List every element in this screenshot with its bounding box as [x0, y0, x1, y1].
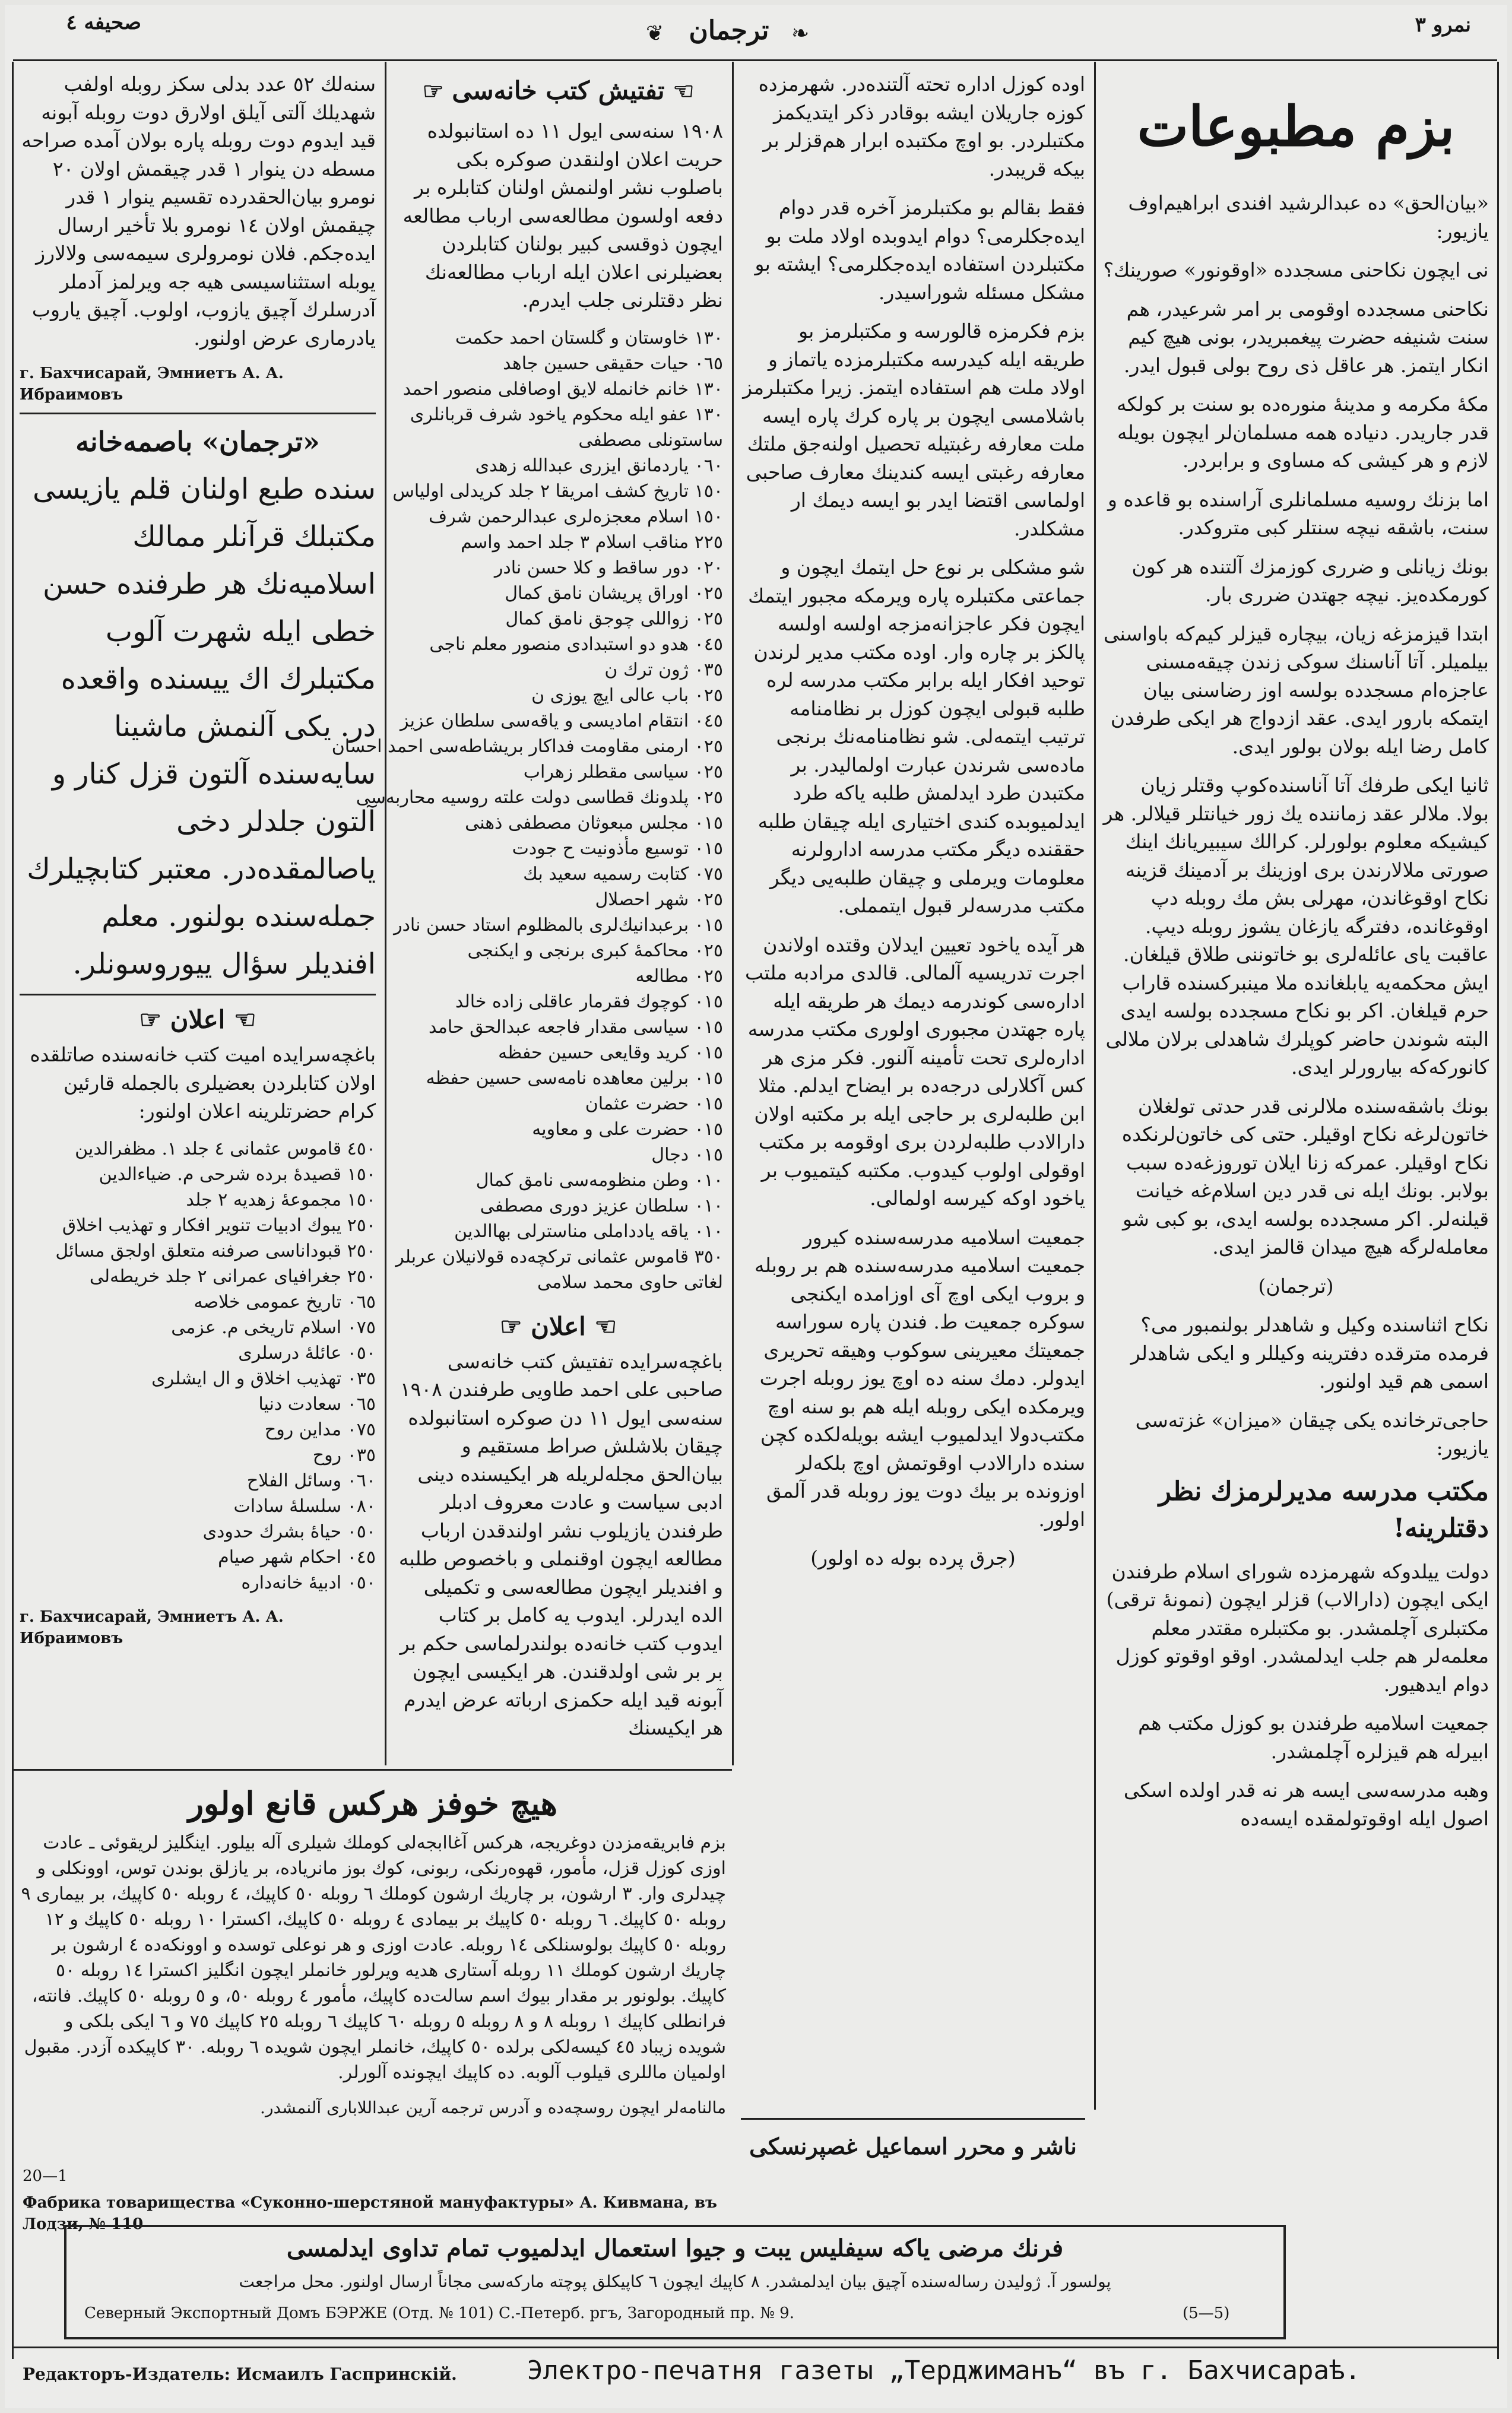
paragraph: بزم فكرمزه قالورسه و مكتبلرمز بو طريقه ايله كيدرسه مكتبلرمزده ياتماز و اولاد ملت هم استفاده ايتمز. زيرا مكتبلرمز باشلامسى ايچون بر پاره كرك پاره ايسه ملت معارفه رغبتيله تحصيل اولنه‌جق ملتك معارفه رغبتى ايسه كندينك معارف صاحبى اولماسى اقتضا ايدر بو ايسه ديمك ار مشكلدر. [743, 319, 1085, 540]
list-item: ١٥٠ اسلام معجزه‌لرى عبدالرحمن شرف [428, 506, 723, 527]
list-item: ٠١٥ سياسى مقدار فاجعه عبدالحق حامد [429, 1016, 723, 1038]
publisher-signature: ناشر و محرر اسماعيل غصپرنسكى [749, 2133, 1077, 2160]
paragraph: وهبه مدرسه‌سى ايسه هر نه قدر اولده اسكى اصول ايله اوقوتولمقده ايسه‌ده [1123, 1778, 1489, 1830]
paragraph: دولت ييلدوكه شهرمزده شوراى اسلام طرفندن ايكى ايچون (دارالاب) قزلر ايچون (نمونۀ ترقى) مكتبلرى آچلمشدر. بو مكتبلره مقتدر معلم معلمه‌لر هم جلب ايدلمشدر. اوقو اوقوتو كوزل دوام ايدهيور. [1106, 1559, 1489, 1696]
list-item: ٠١٥ برلين معاهده نامه‌سى حسين حفظه [426, 1067, 723, 1089]
list-item: ٠١٥ حضرت على و معاويه [532, 1118, 723, 1140]
list-item: ٠٥٠ ادبيۀ خانه‌داره [241, 1572, 376, 1593]
list-item: ٠٧٥ كتابت رسميه سعيد بك [523, 863, 723, 884]
list-item: ٠٣٥ ژون ترك ن [604, 659, 723, 680]
masthead-ornament-right: ❧ [791, 21, 810, 46]
list-item: ٠٢٥ محاكمۀ كبرى برنجى و ايكنجى [467, 940, 723, 961]
list-item: ساستونلى مصطفى [578, 429, 723, 451]
list-item: ١٣٠ خانم خانمله لايق اوصافلى منصور احمد [402, 378, 723, 399]
list-item: ٠١٥ توسيع مأذونيت ح جودت [512, 838, 723, 859]
list-item: ٠٦٥ حيات حقيقى حسين جاهد [503, 353, 723, 374]
hand-pointer-icon: ☜ [585, 1311, 617, 1341]
column-right [1103, 70, 1489, 2338]
list-item: ٠٣٥ روح [312, 1444, 376, 1466]
list-item: ٠٥٠ حياۀ بشرك حدودى [202, 1521, 376, 1542]
list-item: ٠٤٥ هدو دو استبدادى منصور معلم ناجى [429, 633, 723, 655]
masthead [5, 5, 1507, 64]
note: (جرق پرده بوله ده اولور) [810, 1546, 1016, 1569]
bottom-ad-code: 20—1 [23, 2167, 68, 2185]
paragraph: اوده كوزل اداره تحته آلتنده‌در. شهرمزده كوزه جاريلان ايشه بوقادر ذكر ايتديكمز مكتبلردر. بو اوچ مكتبده ابرار هم‌قزلر بر بيكه قريبدر. [758, 72, 1085, 180]
paragraph: مكۀ مكرمه و مدينۀ منوره‌ده بو سنت بر كولكه قدر جاريدر. دنيا‌ده همه مسلمان‌لر ايچون بويله لازم و هر كيشى كه مساوى و برابردر. [1116, 392, 1489, 472]
section-heading-bazm-matbuat: بزم مطبوعات [1137, 94, 1455, 158]
paragraph: بونك باشقه‌سنده ملالرنى قدر حدتى تولغلان خاتون‌لرغه نكاح اوقيلر. حتى كى خاتون‌لرنكده نكاح اوقيلر. عمركه زنا ايلان توروزغه‌ده سبب بولابر. بونك ايله نى قدر دين اسلام‌غه خيانت قيلنه‌لر. اكر مسجدده بولسه ايدى، بو كبى شو معامله‌لرگه هيچ ميدان قالمز ايدى. [1121, 1094, 1489, 1258]
list-item: ٠٢٥ زواللى چوجق نامق كمال [505, 608, 723, 629]
list-item: ١٥٠ قصيدۀ برده شرحى م. ضياءالدين [99, 1163, 376, 1185]
column-rule-2 [732, 62, 734, 1765]
paragraph: فقط بقالم بو مكتبلرمز آخره قدر دوام ايده‌جكلرمى؟ دوام ايدوبده اولاد ملت بو مكتبلردن استفاده ايده‌جكلرمى؟ ايشته بو مشكل مسئله شوراسيدر. [755, 196, 1085, 304]
list-item: ٠٦٥ سعادت دنيا [258, 1393, 376, 1415]
hand-pointer-icon: ☜ [225, 1005, 256, 1034]
bottom-ad-heading: هيچ خوفز هركس قانع اولور [188, 1784, 558, 1822]
list-item: ١٣٠ خاوستان و گلستان احمد حكمت [455, 327, 723, 348]
paragraph: بزم فابريقه‌مزدن دوغريجه، هركس آغا‌ابجه‌لى كوملك شيلرى آله بيلور. اينگليز لريقوئى ـ عادت اوزى كوزل قزل، مأمور، قهوه‌رنكى، ربونى، كوك بوز مانرياده، بر يازلق بوندن توس، اوونكلى و چيدلرى وار. ٣ ارشون، بر چاريك ارشون كوملك ٦ روبله ٥٠ كاپيك، ٤ روبله ٥٠ كاپيك، بر بيمارى ٩ روبله ٥٠ كاپيك. ٦ روبله ٥٠ كاپيك بر بيمادى ٤ روبله ٥٠ كاپيك، اكسترا ١٠ روبله ٥٠ كاپيك و ١٢ روبله ٥٠ كاپيك بولوسنلكى ١٤ روبله. عادت اوزى و هر نوعلى توسده و اوونكه‌ده ٤ ارشون بر چاريك ارشون كوملك ١١ روبله آستارى هديه ويرلور خانملر ايچون انگليز اكسترا ١٤ روبله ٥٠ كاپيك. بولونور بر مقدار بيوك اسم سالت‌ده كاپيك، مأمور ٤ روبله ٥٠، و ٥ روبله ٥٠ كاپيك. فانته، فرانطلى كاپيك ١ روبله ٨ و ٨ روبله ٥ روبله ٦٠ كاپيك ٦ روبله ٢٥ كاپيك ٧٥ و ٦ ايكى بلكى و شويده زيباد ٤٥ كيسه‌لكى برلده ٥٠ كاپيك، خانملر ايچون شويده ٦ روبله. ٣٠ كاپيكده آزدر. مقبول اولميان ماللرى قيلوب آلوبه. ده كاپيك ايچونده آلورلر. [21, 1832, 726, 2083]
paragraph: جمعيت اسلاميه طرفندن بو كوزل مكتب هم ابيرله هم قيزلره آچلمشدر. [1138, 1711, 1489, 1763]
hand-pointer-icon: ☞ [139, 1005, 170, 1034]
paragraph: بونك زيانلى و ضررى كوزمزك آلتنده هر كون كورمكده‌يز. نيچه جهتدن ضررى بار. [1131, 554, 1489, 606]
list-item: ٠٦٠ وسائل الفلاح [246, 1470, 376, 1491]
list-item: ٠٢٥ ارمنى مقاومت فداكار بريشاطه‌سى احمد احسان [331, 735, 723, 757]
list-item: ٠١٠ سلطان عزيز دورى مصطفى [480, 1195, 723, 1216]
list-item: ٠٨٠ سلسلۀ سادات [233, 1495, 376, 1517]
paragraph: نكاحنى مسجدده اوقومى بر امر شرعيدر، هم سنت شنيفه حضرت پيغمبريدر، بونى هيچ كيم انكار ايتمز. هر عاقل ذى روح بولى قبول ايدر. [1123, 297, 1489, 377]
list-item: ١٣٠ عفو ايله محكوم ياخود شرف قربانلرى [410, 404, 723, 425]
bottom-box-address: Северный Экспортный Домъ БЭРЖЕ (Отд. № 101) С.-Петерб. ргъ, Загородный пр. № 9. [84, 2304, 794, 2322]
address-line: г. Бахчисарай, Эмниетъ А. А. Ибраимовъ [20, 1607, 284, 1647]
paragraph: حاجى‌ترخانده يكى چيقان «ميزان» غزته‌سى يازيور: [1135, 1408, 1489, 1460]
list-item: ٢٥٠ جغرافياى عمرانى ٢ جلد خريطه‌لى [89, 1266, 376, 1287]
heading-text: اعلان [170, 1005, 226, 1034]
column-rule-left-edge [12, 62, 14, 2359]
book-list [331, 325, 723, 1295]
list-item: ٠١٥ حضرت عثمان [585, 1093, 723, 1114]
paragraph: هر آيده ياخود تعيين ايدلان وقتده اولاندن اجرت تدريسيه آلمالى. قالدى مرادبه ملتب اداره‌سى كوندرمه ديمك هر طريقه ايله پاره جهتدن مجبورى اولورى مكتب مدرسه اداره‌لرى تحت تأمينه آلنور. فكر مزى هر كس آكلارلى درجه‌ده بر ايضاح ايدلم. مثلا ابن طلبه‌لرى بر حاجى ايله بر مكتبه اولان دارالادب طلبه‌لردن برى اوقومه بر مكتب اوقولى اولوب كيدوب. مكتبه كيتميوب بر ياخود اوكه كيرسه اولمالى. [744, 933, 1085, 1210]
newspaper-page [5, 5, 1507, 2408]
bottom-box-text: پولسور آ. ژوليدن رساله‌سنده آچيق بيان ايدلمشدر. ٨ كاپيك ايچون ٦ كاپيكلق پوچته ماركه‌سى مجاناً ارسال اولنور. محل مراجعت [239, 2272, 1111, 2291]
footer-printed: Электро-печатня газеты „Терджиманъ“ въ г. Бахчисараѣ. [527, 2355, 1361, 2386]
heading-text: اعلان [531, 1311, 586, 1341]
bottom-ad [20, 1777, 726, 2157]
column-rule-3 [1094, 62, 1096, 2110]
list-item: ٠١٥ دجال [651, 1144, 723, 1165]
masthead-ornament-left: ❦ [646, 21, 664, 46]
heading-text: تفتيش كتب خانه‌سى [452, 76, 665, 105]
list-item: ٠٢٥ اوراق پريشان نامق كمال [505, 582, 723, 604]
footer-editor: Редакторъ-Издатель: Исмаилъ Гаспринскiй. [23, 2364, 457, 2384]
list-item: ٢٢٥ مناقب اسلام ٣ جلد احمد واسم [461, 531, 723, 553]
paragraph: نكاح اثناسنده وكيل و شاهدلر بولنمبور مى؟ فرمده مترقده دفترينه وكيللر و ايكى شاهدلر اسمى هم قيد اولنور. [1130, 1313, 1489, 1393]
page-number-left: صحيفه ٤ [66, 11, 141, 34]
paragraph: شو مشكلى بر نوع حل ايتمك ايچون و جماعتى مكتبلره پاره ويرمكه مجبور ايتمك ايچون فكر عاجزانه‌مزجه اولسه اولسه پالكز بر چاره وار. اوده مكتب مدير لرندن توحيد افكار ايله برابر مكتب مدرسه لره طلبه قبولى ايچون كوزل بر نظامنامه ترتيب ايتمه‌لى. شو نظامنامه‌نك برنجى ماده‌سى شرندن عبارت اولماليدر. بر مكتبدن طرد ايدلمش طلبه ياكه طرد ايدلميوبده كندى اختيارى ايله چيقان طلبه حققنده ديگر مكتب مدرسه ادارولرنه معلومات ويرملى و چيقان طلبه‌يى ديگر مكتب مدرسه‌لر قبول ايتمملى. [748, 556, 1085, 917]
paragraph: ثانيا ايكى طرفك آتا آناسنده‌كوپ وقتلر زيان بولا. ملالر عقد زماننده يك زور خيانتلر قيلالر. هر كيشيكه معلوم بولورلر. كرالك سيبيريانك اينك صورتى ملالارندن برى اوزينك بر آدمينك قزينه نكاح اوقوغاندن، مهرلى بش مك روبله دپ اوقوغانده، دفترگه يازغان يشوز روبله ديپ. عاقبت ياى عائله‌لرى بو خاتوننى طلاق قيلغان. ايش محكمه‌يه يابلغانده ملا مینبركسنده قاراب حرم قيلغان. اكر بو نكاح مسجدده بولسه ايدى البته شوندن حاضر كوپلرك شاهدلى برلان ملالى كانوركه‌كه بيارورلر ايدى. [1103, 773, 1489, 1079]
list-item: ٠٦٠ ياردمانق ايزرى عبدالله زهدى [475, 455, 723, 476]
list-item: ٠١٥ كوچوك فقرمار عاقلى زاده خالد [455, 991, 723, 1012]
list-item: ٠٢٥ مطالعه [635, 965, 723, 987]
section-rule [20, 413, 376, 414]
bottom-box-ad [64, 2225, 1286, 2339]
list-item: ٢٥٠ قبوداناسى صرفنه متعلق اولجق مسائل [55, 1240, 376, 1261]
list-item: ٠١٥ برعبدانيك‌لرى بالمظلوم استاد حسن نادر [394, 914, 723, 936]
masthead-title: ترجمان [689, 15, 769, 46]
list-item: ٠٢٠ دور ساقط و كلا حسن نادر [494, 557, 723, 578]
list-item: ٠٤٥ انتقام اماديسى و ياقه‌سى سلطان عزيز [400, 710, 723, 731]
issue-number-right: نمرو ٣ [1415, 13, 1471, 37]
book-list [20, 1136, 376, 1596]
list-item: ٠٢٥ پلدونك قطاسى دولت علته روسيه محاربه‌سى [356, 787, 723, 808]
list-item: ٤٥٠ قاموس عثمانى ٤ جلد ١. مظفرالدين [75, 1138, 376, 1159]
section-rule [20, 994, 376, 995]
list-item: ٠٥٠ عائلۀ درسلرى [238, 1342, 376, 1364]
list-item: ٢٥٠ يبوك ادبيات تنوير افكار و تهذيب اخلاق [62, 1215, 376, 1236]
paragraph: باغچه‌سرايده اميت كتب خانه‌سنده صاتلقده اولان كتابلردن بعضيلرى بالجمله قارئين كرام حضرتلرينه اعلان اولنور: [30, 1043, 376, 1123]
paragraph: جمعيت اسلاميه مدرسه‌سنده كيرور جمعيت اسلاميه مدرسه‌سنده هم بر روبله و بروب ايكى اوچ آى اوزامده ايكنجى سوكره جمعيت ط. فندن پاره سوراسه جمعيتك معيرينى سوكوب وهيقه تحريرى ايدولر. دمك سنه ده اوچ يوز روبله اجرت ويرمكده ايكى روبله ايله هم بو سنه اوچ مكتب‌دولا ايدلميوب ايشه بويله‌لكده كچن سنده دارالادب اوقوتمش اوچ بلكه‌لر اوزونده بر بيك دوت يوز روبله قدر آلمق اولور. [755, 1225, 1085, 1531]
footer-rule [13, 2347, 1497, 2348]
paragraph: اما بزنك روسيه مسلمانلرى آراسنده بو قاعده و سنت، باشقه نيچه سنتلر كبى متروكدر. [1107, 487, 1489, 539]
masthead-rule [13, 59, 1497, 61]
list-item: ٠٤٥ احكام شهر صيام [218, 1546, 376, 1568]
list-item: ٠٧٥ اسلام تاريخى م. عزمى [171, 1317, 376, 1338]
ad-box-title: «ترجمان» باصمه‌خانه [75, 426, 320, 458]
list-item: ٠٣٥ تهذيب اخلاق و ال ايشلرى [151, 1368, 376, 1389]
list-item: ٠١٥ كريد وقايعى حسين حفظه [498, 1042, 723, 1063]
paragraph: مكتب مدرسه مديرلرمزك نظر دقتلرينه! [1158, 1476, 1489, 1543]
paragraph: (ترجمان) [1258, 1274, 1334, 1298]
list-item: ٠٦٥ تاريخ عمومى خلاصه [194, 1291, 376, 1312]
bottom-box-code: (5—5) [1183, 2304, 1230, 2322]
paragraph: «بيان‌الحق» ده عبدالرشيد افندى ابراهيم‌اوف يازيور: [1128, 191, 1489, 243]
column-mid-right [741, 70, 1085, 2136]
column-left [20, 70, 376, 1762]
list-item: ٠١٠ وطن منظومه‌سى نامق كمال [476, 1169, 723, 1191]
list-item: ٠٢٥ باب عالى ايچ يوزى ن [531, 684, 723, 706]
bottom-ad-top-rule [13, 1769, 732, 1771]
list-item: ٠٢٥ شهر احصلال [595, 889, 723, 910]
paragraph: مالنامه‌لر ايچون روسچه‌ده و آدرس ترجمه آرين عبداللابارى آلنمشدر. [260, 2098, 726, 2117]
list-item: ١٥٠ تاريخ كشف امريقا ٢ جلد كريدلى اولياس [392, 480, 723, 502]
signature-rule [741, 2118, 1085, 2120]
paragraph: سنه‌لك ٥٢ عدد بدلى سكز روبله اولفب شهديلك آلتى آيلق اولارق دوت روبله آبونه قيد ايدوم دوت روبله پاره بولان آمده صراحه مسطه دن ينوار ١ قدر چيقمش اولان ٢٠ نومرو بيان‌الحقدرده تقسيم ينوار ١ قدر چيقمش اولان ١٤ نومرو بلا تأخير ارسال ايده‌جكم. فلان نومرولرى سيمه‌سى ولالارز يوبله استثناسيسى هيه جه ويرلمز آدملر آدرسلرك آچيق يازوب، اولوب. آچيق ياروب يادرمارى عرض اولنور. [21, 72, 376, 350]
factory-line: Фабрика товарищества «Суконно-шерстяной мануфактуры» А. Кивмана, въ Лодзи, № 110 [23, 2194, 717, 2233]
list-item: ١٥٠ مجموعۀ زهديه ٢ جلد [186, 1189, 376, 1210]
list-item: ٠١٥ مجلس مبعوثان مصطفى ذهنى [465, 812, 723, 833]
paragraph: ١٩٠٨ سنه‌سى ايول ١١ ده استانبولده حريت اعلان اولنقدن صوكره بكى باصلوب نشر اولنمش اولنان كتابلره بر دفعه اولسون مطالعه‌سى ارباب مطالعه ايچون ذوقسى كبير بولنان كتابلردن بعضيلرنى اعلان ايله ارباب مطالعه‌نك نظر دقتلرنى جلب ايدرم. [402, 119, 723, 312]
hand-pointer-icon: ☞ [422, 77, 452, 105]
hand-pointer-icon: ☞ [499, 1311, 531, 1341]
list-item: ٠١٠ ياقه يادداملى مناسترلى بهاالدين [454, 1220, 723, 1242]
tafteesh-heading [394, 70, 723, 112]
list-item: ٠٧٥ مداين روح [264, 1419, 376, 1440]
hand-pointer-icon: ☜ [664, 77, 695, 105]
ilan-heading [20, 999, 376, 1041]
paragraph: سنده طبع اولنان قلم يازيسى مكتبلك قرآنلر ممالك اسلاميه‌نك هر طرفنده حسن خطى ايله شهرت آلوب مكتبلرك اك ييسنده واقعده در. يكى آلنمش ماشينا سايه‌سنده آلتون قزل كنار و آلتون جلدلر دخى ياصالمقده‌در. معتبر كتابچيلرك جمله‌سنده بولنور. معلم افنديلر سؤال ييوروسونلر. [27, 473, 376, 981]
list-item: ٠٢٥ سياسى مقطلر زهراب [523, 761, 723, 782]
list-item: ٣٥٠ قاموس عثمانى تركچه‌ده قولانيلان عربلر [395, 1246, 723, 1267]
column-rule-right-edge [1497, 62, 1499, 2359]
paragraph: باغچه‌سرايده تفتيش كتب خانه‌سى صاحبى على احمد طاويى طرفندن ١٩٠٨ سنه‌سى ايول ١١ دن صوكره استانبولده چيقان بلاشلش صراط مستقيم و بيان‌الحق مجله‌لريله هر ايكيسنده دينى ادبى سياست و عادت معروف ادبلر طرفندن يازيلوب نشر اولندقدن ارباب مطالعه ايچون اوقنملى و باخصوص طلبه و افنديلر ايچون مطالعه‌سى و تكميلى الده ايدرلر. ايدوب يه كامل بر كتاب ايدوب كتب خانه‌ده بولندرلماسى حكم بر بر بر شى اولدقندن. هر ايكيسى ايچون آبونه قيد ايله حكمزى ارباته عرض ايدرم هر ايكيسنك [398, 1349, 723, 1739]
list-item: لغاتى حاوى محمد سلامى [537, 1271, 723, 1293]
column-rule-1 [385, 62, 386, 1765]
ad-heading [394, 1306, 723, 1347]
paragraph: ابتدا قيزمزغه زيان، بيچاره قيزلر كيم‌كه باواسنى بيلميلر. آتا آناسنك سوكى زندن چيقه‌مسنى عاجزه‌ام مسجدده بولسه اوز رضاسنى بيان ايتمكه بارور ايدى. عقد ازدواج هر ايكى طرفدن كامل رضا ايله بولان بولور ايدى. [1104, 622, 1489, 758]
paragraph: نى ايچون نكاحنى مسجدده «اوقونور» صورينك؟ [1103, 258, 1489, 281]
address-line: г. Бахчисарай, Эмниетъ А. А. Ибраимовъ [20, 364, 284, 404]
bottom-box-heading: فرنك مرضى ياكه سيفليس يبت و جيوا استعمال ايدلميوب تمام تداوى ايدلمسى [286, 2234, 1064, 2262]
